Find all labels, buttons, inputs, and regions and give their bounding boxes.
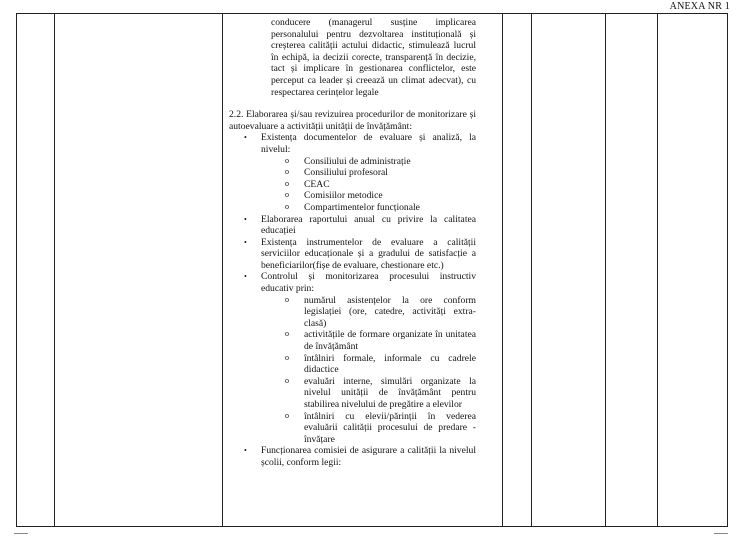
section-heading: 2.2. Elaborarea și/sau revizuirea procedurilor de monitorizare și autoevaluare a activității unității de învățământ: xyxy=(229,109,476,132)
bullet-item: • Elaborarea raportului anual cu privire la calitatea educației xyxy=(229,214,476,237)
column-divider xyxy=(54,13,55,526)
page-corner-mark xyxy=(714,533,728,534)
table-top-border xyxy=(17,13,727,14)
sub-bullet-item: o Comisiilor metodice xyxy=(229,190,476,202)
sub-bullet-item: o Consiliului de administrație xyxy=(229,156,476,168)
column-divider xyxy=(502,13,503,526)
sub-bullet-item: o întâlniri cu elevii/părinții în vederea evaluării calității procesului de predare - învățare xyxy=(229,411,476,446)
bullet-item: • Existența documentelor de evaluare și analiză, la nivelul: xyxy=(229,132,476,155)
column-divider xyxy=(531,13,532,526)
sub-bullet-item: o numărul asistențelor la ore conform legislației (ore, catedre, activități extra-clasă) xyxy=(229,295,476,330)
sub-bullet-item: o întâlniri formale, informale cu cadrele didactice xyxy=(229,353,476,376)
sub-bullet-item: o activitățile de formare organizate în unitatea de învățământ xyxy=(229,329,476,352)
column-divider xyxy=(605,13,606,526)
annex-label: ANEXA NR 1 xyxy=(669,1,730,12)
bullet-item: • Funcționarea comisiei de asigurare a calității la nivelul școlii, conform legii: xyxy=(229,445,476,468)
page-corner-mark xyxy=(14,533,28,534)
criteria-list xyxy=(229,132,476,468)
sub-bullet-item: o evaluări interne, simulări organizate la nivelul unității de învățământ pentru stabilirea nivelului de pregătire a elevilor xyxy=(229,376,476,411)
sub-bullet-item: o CEAC xyxy=(229,179,476,191)
intro-paragraph: conducere (managerul susține implicarea personalului pentru dezvoltarea instituțională și creșterea calității actului didactic, stimulează lucrul în echipă, ia decizii corecte, transparență în decizie, tact și implicare în gestionarea conflictelor, este perceput ca leader și creează un climat adecvat), cu respectarea cerințelor legale xyxy=(271,17,476,98)
criteria-cell xyxy=(229,17,476,469)
sub-bullet-item: o Compartimentelor funcționale xyxy=(229,202,476,214)
column-divider xyxy=(222,13,223,526)
sub-bullet-item: o Consiliului profesoral xyxy=(229,167,476,179)
bullet-item: • Existența instrumentelor de evaluare a calității serviciilor educaționale și a gradului de satisfacție a beneficiarilor(fișe de evaluare, chestionare etc.) xyxy=(229,237,476,272)
column-divider xyxy=(657,13,658,526)
evaluation-table xyxy=(16,13,728,527)
bullet-item: • Controlul și monitorizarea procesului instructiv educativ prin: xyxy=(229,271,476,294)
